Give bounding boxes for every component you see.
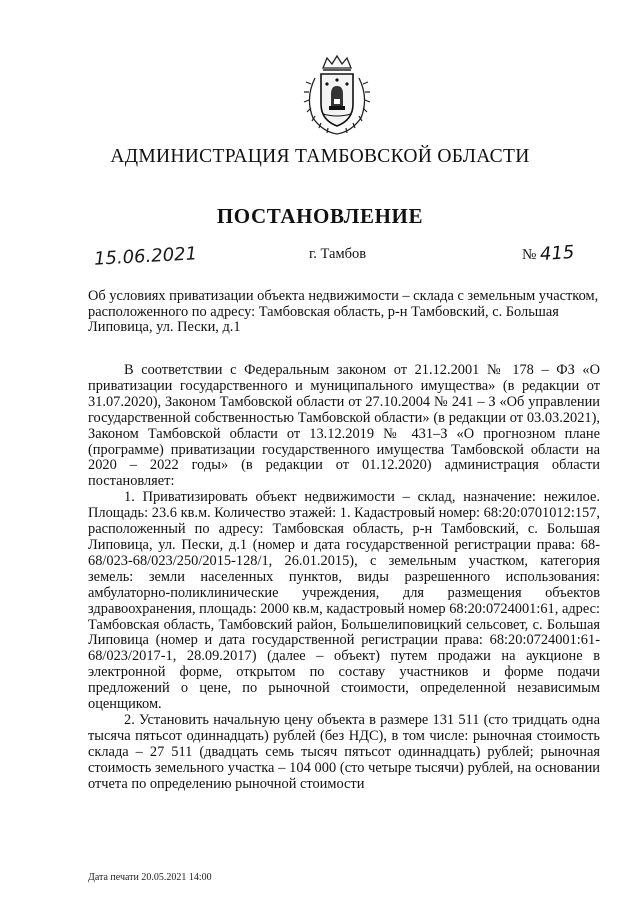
- clause-1-paragraph: 1. Приватизировать объект недвижимости – склад, назначение: нежилое. Площадь: 23.6 кв.м. Количество этажей: 1. Кадастровый номер: 68:20:0701012:157, расположенный по адресу: Тамбовская область, р-н Тамбовский, с. Большая Липовица, ул. Пески, д.1 (номер и дата государственной регистрации права: 68-68/023-68/023/250/2015-128/1, 26.01.2015), с земельным участком, категория земель: земли населенных пунктов, виды разрешенного использования: амбулаторно-поликлинические учреждения, для размещения объектов здравоохранения, площадь: 2000 кв.м, кадастровый номер 68:20:0724001:61, адрес: Тамбовская область, Тамбовский район, Большелиповицкий сельсовет, с. Большая Липовица (номер и дата государственной регистрации права: 68:20:0724001:61-68/023/2017-1, 28.09.2017) (далее – объект) путем продажи на аукционе в электронной форме, открытом по составу участников и форме подачи предложений о цене, по рыночной стоимости, определенной независимым оценщиком.: [88, 489, 600, 713]
- number-value: 415: [539, 241, 576, 266]
- city-name: г. Тамбов: [309, 246, 367, 262]
- print-date-footer: Дата печати 20.05.2021 14:00: [88, 872, 212, 883]
- clause-2-paragraph: 2. Установить начальную цену объекта в размере 131 511 (сто тридцать одна тысяча пятьсот одиннадцать) рублей (без НДС), в том числе: рыночная стоимость склада – 27 511 (двадцать семь тысяч пятьсот одиннадцать) рублей; рыночная стоимость земельного участка – 104 000 (сто четыре тысячи) рублей, на основании отчета по определению рыночной стоимости: [88, 711, 600, 792]
- document-body: [88, 363, 600, 792]
- number-prefix: №: [522, 247, 537, 263]
- organization-name: АДМИНИСТРАЦИЯ ТАМБОВСКОЙ ОБЛАСТИ: [110, 146, 530, 167]
- document-date: 15.06.2021: [93, 243, 198, 270]
- preamble-paragraph: В соответствии с Федеральным законом от 21.12.2001 № 178 – ФЗ «О приватизации государственного и муниципального имущества» (в редакции от 31.07.2020), Законом Тамбовской области от 27.10.2004 № 241 – З «Об управлении государственной собственностью Тамбовской области» (в редакции от 03.03.2021), Законом Тамбовской области от 13.12.2019 № 431–З «О прогнозном плане (программе) приватизации государственного имущества Тамбовской области на 2020 – 2022 годы» (в редакции от 01.12.2020) администрация области постановляет:: [88, 362, 600, 490]
- coat-of-arms-icon: [301, 54, 373, 136]
- document-number: [522, 243, 575, 264]
- document-subject: Об условиях приватизации объекта недвижимости – склада с земельным участком, расположенного по адресу: Тамбовская область, р-н Тамбовский, с. Большая Липовица, ул. Пески, д.1: [88, 288, 599, 335]
- document-type-title: ПОСТАНОВЛЕНИЕ: [216, 204, 424, 228]
